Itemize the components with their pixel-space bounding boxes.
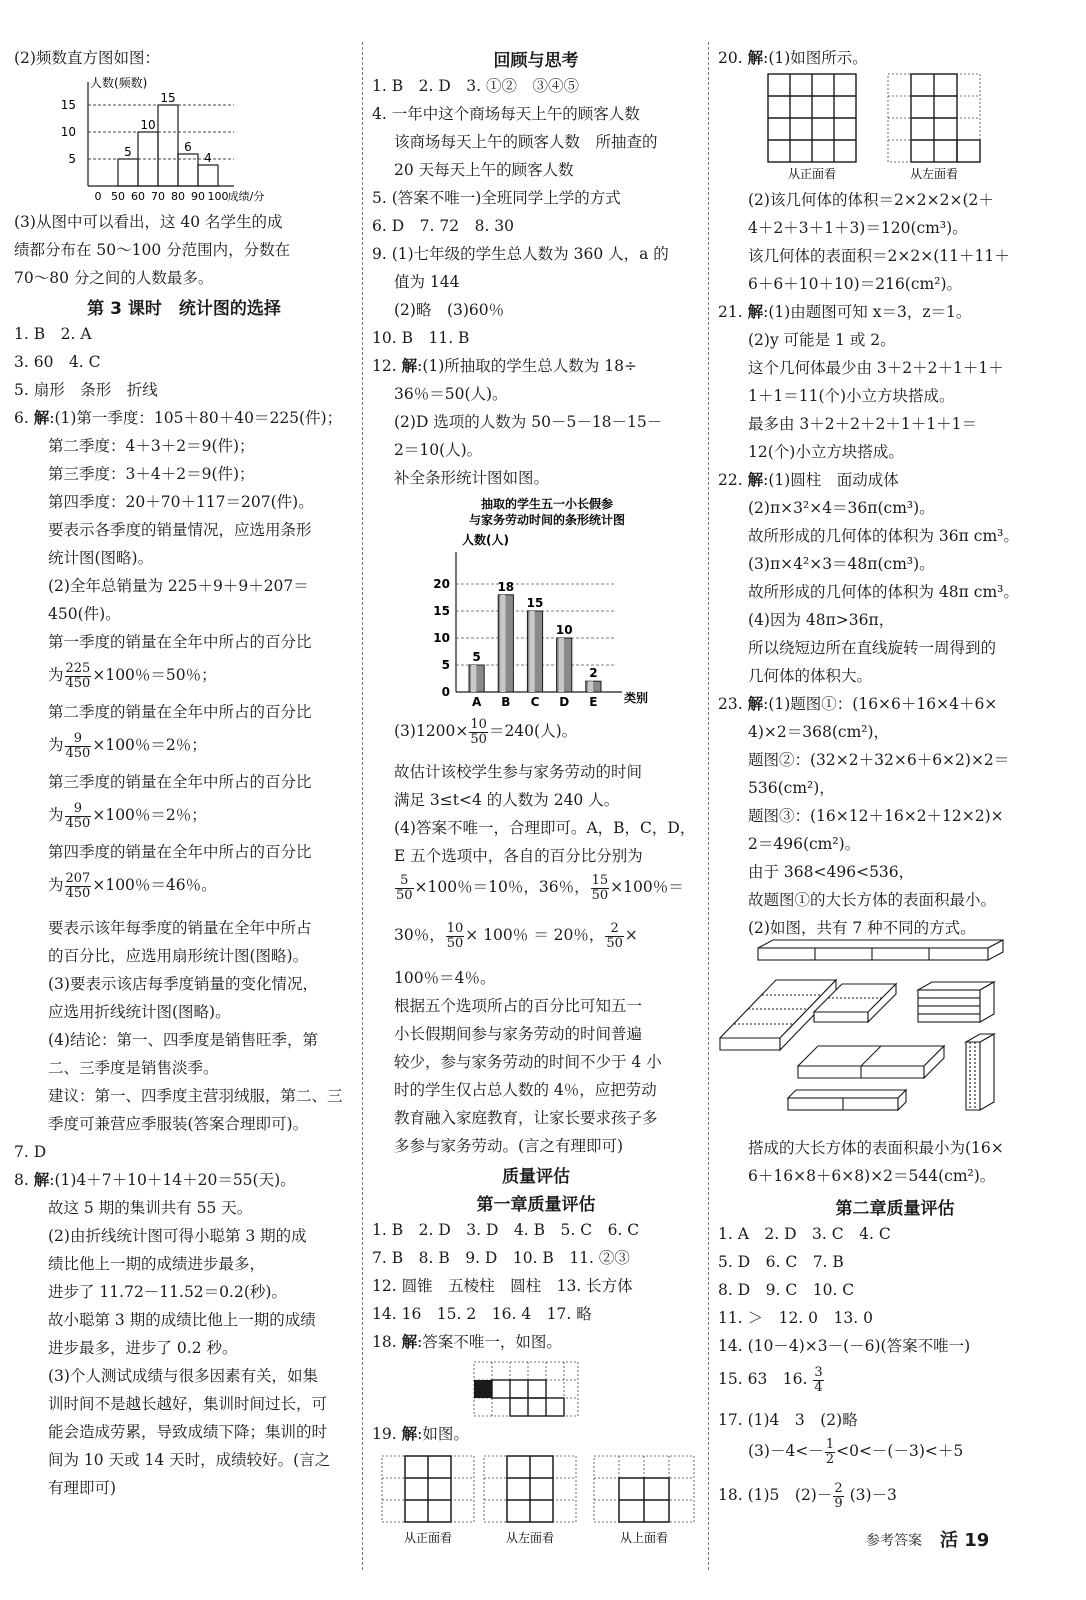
text-line: 9. (1)七年级的学生总人数为 360 人，a 的 bbox=[372, 245, 669, 263]
text-segment: ×100％＝2％； bbox=[92, 806, 207, 824]
fraction bbox=[65, 662, 92, 691]
fraction bbox=[469, 718, 488, 747]
page-number: 活 19 bbox=[940, 1530, 990, 1551]
solution-label: 解 bbox=[33, 409, 50, 427]
text-segment: × bbox=[624, 926, 638, 944]
grid-figure-18 bbox=[472, 1360, 582, 1420]
question-number: 6. bbox=[14, 409, 29, 427]
text-line: 有理即可) bbox=[48, 1479, 117, 1497]
text-line: 70～80 分之间的人数最多。 bbox=[14, 269, 214, 287]
numerator: 10 bbox=[446, 920, 464, 936]
text-line: 进步最多，进步了 0.2 秒。 bbox=[48, 1339, 238, 1357]
denominator: 50 bbox=[396, 887, 413, 903]
text-line: 6＋16×8＋6×8)×2＝544(cm²)。 bbox=[748, 1167, 996, 1185]
text-line bbox=[372, 1332, 562, 1352]
text-segment: ×100％＝2％； bbox=[92, 736, 207, 754]
fraction-line bbox=[394, 714, 577, 748]
hist-ylabel: 人数(频数) bbox=[90, 76, 148, 90]
text-segment: :(1)第一季度：105＋80＋40＝225(件)； bbox=[49, 409, 343, 427]
denominator: 450 bbox=[65, 885, 91, 901]
text-line: 1. A 2. D 3. C 4. C bbox=[718, 1225, 891, 1243]
text-line: 要表示各季度的销量情况，应选用条形 bbox=[48, 521, 312, 539]
chart-xtick-label: E bbox=[589, 695, 598, 706]
question-number: 21. bbox=[718, 303, 743, 321]
text-line: 统计图(图略)。 bbox=[48, 549, 154, 567]
hist-xlabel: 成绩/分 bbox=[227, 190, 265, 203]
text-segment: :(1)4＋7＋10＋14＋20＝55(天)。 bbox=[49, 1171, 296, 1189]
text-line: 20 天每天上午的顾客人数 bbox=[394, 161, 574, 179]
column-separator-1 bbox=[362, 42, 363, 1570]
text-line: 该商场每天上午的顾客人数 所抽查的 bbox=[394, 133, 658, 151]
three-views-figure-19 bbox=[380, 1454, 698, 1550]
chart-xtick-label: B bbox=[501, 695, 511, 706]
text-line: (4)结论：第一、四季度是销售旺季，第 bbox=[48, 1031, 318, 1049]
fraction-line bbox=[748, 1434, 963, 1468]
numerator: 2 bbox=[605, 922, 624, 937]
text-segment: :(1)题图①：(16×6＋16×4＋6× bbox=[763, 695, 998, 713]
text-line: 第三季度：3＋4＋2＝9(件)； bbox=[48, 465, 255, 483]
numerator: 9 bbox=[65, 732, 92, 747]
text-line: 11. ＞ 12. 0 13. 0 bbox=[718, 1309, 873, 1327]
chart-title-line-2: 与家务劳动时间的条形统计图 bbox=[468, 513, 626, 527]
fraction-line bbox=[394, 870, 684, 904]
chart-xtick-label: D bbox=[559, 695, 570, 706]
text-line: (2)全年总销量为 225＋9＋9＋207＝ bbox=[48, 577, 309, 595]
text-line bbox=[372, 1424, 469, 1444]
views-figure-20 bbox=[758, 72, 988, 184]
text-segment: :如图。 bbox=[417, 1425, 469, 1443]
question-number: 22. bbox=[718, 471, 743, 489]
hist-xtick: 90 bbox=[191, 190, 205, 203]
text-line: 14. 16 15. 2 16. 4 17. 略 bbox=[372, 1305, 592, 1323]
hist-bar-label: 6 bbox=[184, 140, 192, 154]
chart-ytick-label: 0 bbox=[441, 685, 450, 699]
text-line: (2)由折线统计图可得小聪第 3 期的成 bbox=[48, 1227, 307, 1245]
text-line: 这个几何体最少由 3＋2＋2＋1＋1＋ bbox=[748, 359, 1004, 377]
question-number: 23. bbox=[718, 695, 743, 713]
section-heading: 第 3 课时 统计图的选择 bbox=[87, 299, 281, 319]
text-line: 教育融入家庭教育，让家长要求孩子多 bbox=[394, 1109, 658, 1127]
text-line: (3)从图中可以看出，这 40 名学生的成 bbox=[14, 213, 283, 231]
section-heading: 回顾与思考 bbox=[493, 51, 579, 71]
text-line: 几何体的体积大。 bbox=[748, 667, 873, 685]
solution-label: 解 bbox=[401, 1333, 418, 1351]
text-line: 补全条形统计图如图。 bbox=[394, 469, 550, 487]
solution-label: 解 bbox=[401, 1425, 418, 1443]
fraction bbox=[65, 732, 92, 761]
question-number: 8. bbox=[14, 1171, 29, 1189]
text-line: 6. D 7. 72 8. 30 bbox=[372, 217, 515, 235]
text-line: 多参与家务劳动。(言之有理即可) bbox=[394, 1137, 624, 1155]
view-label-top: 从上面看 bbox=[619, 1531, 669, 1545]
fraction-line bbox=[48, 868, 217, 902]
text-line: (3)π×4²×3＝48π(cm³)。 bbox=[748, 555, 935, 573]
text-line: 要表示该年每季度的销量在全年中所占 bbox=[48, 919, 312, 937]
text-line: 第二季度的销量在全年中所占的百分比 bbox=[48, 703, 312, 721]
text-line: 1. B 2. A bbox=[14, 325, 92, 343]
text-line bbox=[14, 408, 342, 428]
solution-label: 解 bbox=[747, 695, 764, 713]
text-line: 5. 扇形 条形 折线 bbox=[14, 381, 158, 399]
text-segment: 为 bbox=[48, 876, 64, 894]
denominator: 450 bbox=[65, 815, 91, 831]
denominator: 4 bbox=[814, 1379, 823, 1395]
text-line: (3)要表示该店每季度销量的变化情况， bbox=[48, 975, 318, 993]
text-line: 第一季度的销量在全年中所占的百分比 bbox=[48, 633, 312, 651]
fraction-line bbox=[48, 728, 207, 762]
text-line: 由于 368<496<536， bbox=[748, 863, 915, 881]
text-segment: <0<－(－3)<＋5 bbox=[836, 1442, 964, 1460]
text-line: 题图②：(32×2＋32×6＋6×2)×2＝ bbox=[748, 751, 1010, 769]
text-segment: 为 bbox=[48, 806, 64, 824]
numerator: 15 bbox=[591, 872, 609, 888]
hist-bar-label: 5 bbox=[124, 145, 132, 159]
fraction bbox=[833, 1482, 843, 1511]
text-line: (4)因为 48π>36π， bbox=[748, 611, 895, 629]
text-line: 2＝10(人)。 bbox=[394, 441, 483, 459]
denominator: 50 bbox=[446, 935, 464, 951]
text-line bbox=[14, 1170, 296, 1190]
text-segment: 为 bbox=[48, 666, 64, 684]
fraction bbox=[395, 874, 414, 903]
solution-label: 解 bbox=[33, 1171, 50, 1189]
text-line: 1. B 2. D 3. D 4. B 5. C 6. C bbox=[372, 1221, 640, 1239]
hist-ytick: 5 bbox=[68, 152, 76, 166]
question-number: 18. bbox=[372, 1333, 397, 1351]
hist-xtick: 50 bbox=[111, 190, 125, 203]
text-line: 8. D 9. C 10. C bbox=[718, 1281, 855, 1299]
text-line: 二、三季度是销售淡季。 bbox=[48, 1059, 219, 1077]
text-line: 1＋1＝11(个)小立方块搭成。 bbox=[748, 387, 955, 405]
text-line: 值为 144 bbox=[394, 273, 460, 291]
text-line: E 五个选项中，各自的百分比分别为 bbox=[394, 847, 643, 865]
text-segment: :(1)所抽取的学生总人数为 18÷ bbox=[417, 357, 637, 375]
text-line: 小长假期间参与家务劳动的时间普遍 bbox=[394, 1025, 643, 1043]
text-line: 100％＝4％。 bbox=[394, 969, 496, 987]
bar-chart bbox=[412, 496, 682, 706]
chart-data-label: 15 bbox=[526, 596, 544, 610]
text-line: 12. 圆锥 五棱柱 圆柱 13. 长方体 bbox=[372, 1277, 633, 1295]
hist-xtick: 0 bbox=[94, 190, 102, 203]
solution-label: 解 bbox=[401, 357, 418, 375]
text-line: 2＝496(cm²)。 bbox=[748, 835, 861, 853]
text-line: 训时间不是越长越好，集训时间过长，可 bbox=[48, 1395, 328, 1413]
column-2 bbox=[372, 40, 700, 1580]
hist-bar-label: 4 bbox=[204, 151, 212, 165]
section-heading: 第二章质量评估 bbox=[835, 1199, 955, 1219]
text-line: (2)略 (3)60％ bbox=[394, 301, 505, 319]
text-line: (3)个人测试成绩与很多因素有关，如集 bbox=[48, 1367, 318, 1385]
text-line: 能会造成劳累，导致成绩下降；集训的时 bbox=[48, 1423, 328, 1441]
hist-xtick: 100 bbox=[207, 190, 229, 203]
numerator: 225 bbox=[65, 660, 91, 676]
question-number: 20. bbox=[718, 49, 743, 67]
text-segment: ×100％＝ bbox=[610, 878, 684, 896]
text-segment: 30％， bbox=[394, 926, 445, 944]
chart-bar-highlight bbox=[529, 611, 534, 692]
denominator: 450 bbox=[65, 675, 91, 691]
hist-ytick: 10 bbox=[60, 125, 76, 139]
view-label-left: 从左面看 bbox=[909, 167, 959, 181]
text-segment: :(1)由题图可知 x＝3，z＝1。 bbox=[763, 303, 972, 321]
view-label-left: 从左面看 bbox=[505, 1531, 555, 1545]
text-line: 题图③：(16×12＋16×2＋12×2)× bbox=[748, 807, 1004, 825]
fraction-line bbox=[718, 1362, 825, 1396]
column-3 bbox=[718, 40, 1072, 1580]
text-line bbox=[718, 694, 997, 714]
text-line: (2)π×3²×4＝36π(cm³)。 bbox=[748, 499, 935, 517]
chart-ytick-label: 5 bbox=[441, 658, 450, 672]
text-line: 所以绕短边所在直线旋转一周得到的 bbox=[748, 639, 997, 657]
denominator: 2 bbox=[825, 1451, 835, 1467]
chart-data-label: 10 bbox=[555, 623, 573, 637]
text-line: 间为 10 天或 14 天时，成绩较好。(言之 bbox=[48, 1451, 331, 1469]
numerator: 5 bbox=[395, 874, 414, 889]
chart-ytick-label: 15 bbox=[433, 604, 450, 618]
fraction bbox=[813, 1366, 823, 1395]
text-line bbox=[718, 302, 971, 322]
text-line: 12(个)小立方块搭成。 bbox=[748, 443, 904, 461]
text-line: 36％＝50(人)。 bbox=[394, 385, 508, 403]
chart-xtick-label: A bbox=[471, 695, 482, 706]
solution-label: 解 bbox=[747, 49, 764, 67]
column-1 bbox=[14, 40, 354, 1580]
text-line: 建议：第一、四季度主营羽绒服，第二、三 bbox=[48, 1087, 343, 1105]
text-line: 应选用折线统计图(图略)。 bbox=[48, 1003, 231, 1021]
text-line: 第三季度的销量在全年中所占的百分比 bbox=[48, 773, 312, 791]
text-line: 第四季度的销量在全年中所占的百分比 bbox=[48, 843, 312, 861]
fraction bbox=[591, 874, 610, 903]
denominator: 50 bbox=[606, 935, 623, 951]
text-line: 7. D bbox=[14, 1143, 47, 1161]
chart-title-line-1: 抽取的学生五一小长假参 bbox=[480, 497, 614, 511]
text-line: 第四季度：20＋70＋117＝207(件)。 bbox=[48, 493, 314, 511]
section-heading: 质量评估 bbox=[502, 1167, 570, 1187]
view-label-front: 从正面看 bbox=[403, 1531, 453, 1545]
hist-xtick: 60 bbox=[131, 190, 145, 203]
text-line: 绩比他上一期的成绩进步最多， bbox=[48, 1255, 266, 1273]
text-line bbox=[718, 48, 868, 68]
text-line: 7. B 8. B 9. D 10. B 11. ②③ bbox=[372, 1249, 630, 1267]
solution-label: 解 bbox=[747, 471, 764, 489]
text-line: 1. B 2. D 3. ①② ③④⑤ bbox=[372, 77, 579, 95]
hist-bar-label: 15 bbox=[160, 91, 176, 105]
solution-label: 解 bbox=[747, 303, 764, 321]
fraction bbox=[605, 922, 624, 951]
question-number: 19. bbox=[372, 1425, 397, 1443]
text-line: (2)频数直方图如图： bbox=[14, 49, 160, 67]
text-line: 5. (答案不唯一)全班同学上学的方式 bbox=[372, 189, 621, 207]
text-line: 6＋6＋10＋10)＝216(cm²)。 bbox=[748, 275, 962, 293]
chart-xtick-label: C bbox=[530, 695, 540, 706]
fraction bbox=[446, 922, 465, 951]
text-line: 故所形成的几何体的体积为 36π cm³。 bbox=[748, 527, 1019, 545]
text-line: 536(cm²)， bbox=[748, 779, 835, 797]
text-segment: 15. 63 16. bbox=[718, 1370, 808, 1388]
text-segment: ＝240(人)。 bbox=[488, 722, 578, 740]
hist-ytick: 15 bbox=[60, 98, 76, 112]
chart-ytick-label: 20 bbox=[433, 577, 450, 591]
chart-ylabel: 人数(人) bbox=[462, 533, 509, 547]
text-line: 搭成的大长方体的表面积最小为(16× bbox=[748, 1139, 1004, 1157]
text-line: (2)y 可能是 1 或 2。 bbox=[748, 331, 896, 349]
view-label-front: 从正面看 bbox=[787, 167, 837, 181]
text-line: (2)该几何体的体积＝2×2×2×(2＋ bbox=[748, 191, 994, 209]
text-segment: × 100％ ＝ 20％， bbox=[465, 926, 605, 944]
text-line: 4＋2＋3＋1＋3)＝120(cm³)。 bbox=[748, 219, 968, 237]
text-segment: :(1)如图所示。 bbox=[763, 49, 868, 67]
cuboid-arrangements-figure bbox=[718, 938, 1068, 1118]
footer-label: 参考答案 bbox=[866, 1533, 922, 1549]
text-line: 4)×2＝368(cm²)， bbox=[748, 723, 890, 741]
text-line: 10. B 11. B bbox=[372, 329, 470, 347]
text-line: 的百分比，应选用扇形统计图(图略)。 bbox=[48, 947, 309, 965]
denominator: 50 bbox=[470, 731, 487, 747]
denominator: 50 bbox=[591, 887, 609, 903]
fraction-line bbox=[48, 658, 217, 692]
frequency-histogram bbox=[54, 74, 314, 204]
hist-xtick: 80 bbox=[171, 190, 185, 203]
fraction-line bbox=[394, 918, 638, 952]
text-line: 故估计该校学生参与家务劳动的时间 bbox=[394, 763, 643, 781]
fraction-line bbox=[718, 1478, 897, 1512]
text-line: 时的学生仅占总人数的 4％，应把劳动 bbox=[394, 1081, 657, 1099]
text-segment: :答案不唯一，如图。 bbox=[417, 1333, 562, 1351]
fraction bbox=[65, 872, 92, 901]
hist-bar-label: 10 bbox=[140, 118, 156, 132]
hist-bar bbox=[198, 165, 218, 186]
section-heading: 第一章质量评估 bbox=[476, 1195, 596, 1215]
text-line bbox=[372, 356, 637, 376]
denominator: 9 bbox=[834, 1495, 843, 1511]
text-line: 5. D 6. C 7. B bbox=[718, 1253, 844, 1271]
chart-bar-highlight bbox=[500, 595, 505, 692]
chart-ytick-label: 10 bbox=[433, 631, 450, 645]
numerator: 9 bbox=[65, 802, 92, 817]
text-line: 故所形成的几何体的体积为 48π cm³。 bbox=[748, 583, 1019, 601]
text-segment: ×100％＝46％。 bbox=[92, 876, 217, 894]
text-line: 根据五个选项所占的百分比可知五一 bbox=[394, 997, 643, 1015]
text-line: 较少，参与家务劳动的时间不少于 4 小 bbox=[394, 1053, 662, 1071]
hist-bar bbox=[118, 159, 138, 186]
fraction-line bbox=[48, 798, 207, 832]
chart-bar-highlight bbox=[471, 665, 476, 692]
text-line: 14. (10－4)×3－(－6)(答案不唯一) bbox=[718, 1337, 971, 1355]
text-segment: :(1)圆柱 面动成体 bbox=[763, 471, 899, 489]
text-segment: 18. (1)5 (2)－ bbox=[718, 1486, 833, 1504]
text-line bbox=[718, 470, 899, 490]
chart-bar-highlight bbox=[559, 638, 564, 692]
chart-bar-highlight bbox=[588, 681, 593, 692]
text-segment: 为 bbox=[48, 736, 64, 754]
text-segment: (3)1200× bbox=[394, 722, 469, 740]
text-line: 第二季度：4＋3＋2＝9(件)； bbox=[48, 437, 255, 455]
text-segment: (3)－3 bbox=[849, 1486, 897, 1504]
text-line: 最多由 3＋2＋2＋2＋1＋1＋1＝ bbox=[748, 415, 977, 433]
text-segment: (3)－4<－ bbox=[748, 1442, 824, 1460]
column-separator-2 bbox=[708, 42, 709, 1570]
text-line: 季度可兼营应季服装(答案合理即可)。 bbox=[48, 1115, 309, 1133]
hist-xtick: 70 bbox=[151, 190, 165, 203]
text-line: 4. 一年中这个商场每天上午的顾客人数 bbox=[372, 105, 640, 123]
text-line: 故小聪第 3 期的成绩比他上一期的成绩 bbox=[48, 1311, 316, 1329]
text-line: (2)如图，共有 7 种不同的方式。 bbox=[748, 919, 976, 937]
denominator: 450 bbox=[65, 745, 91, 761]
text-line: 故题图①的大长方体的表面积最小。 bbox=[748, 891, 997, 909]
chart-data-label: 18 bbox=[497, 579, 515, 594]
numerator: 207 bbox=[65, 870, 91, 886]
text-line: 3. 60 4. C bbox=[14, 353, 101, 371]
text-line: 满足 3≤t<4 的人数为 240 人。 bbox=[394, 791, 620, 809]
chart-xlabel: 类别 bbox=[624, 691, 649, 705]
text-segment: ×100％＝10％，36％， bbox=[414, 878, 590, 896]
numerator: 10 bbox=[470, 716, 487, 732]
hist-bar bbox=[158, 105, 178, 186]
text-segment: ×100％＝50％； bbox=[92, 666, 217, 684]
numerator: 2 bbox=[834, 1480, 843, 1496]
chart-data-label: 5 bbox=[472, 650, 481, 664]
text-line: (2)D 选项的人数为 50－5－18－15－ bbox=[394, 413, 663, 431]
text-line: 绩都分布在 50～100 分范围内，分数在 bbox=[14, 241, 291, 259]
numerator: 3 bbox=[814, 1364, 823, 1380]
fraction bbox=[65, 802, 92, 831]
question-number: 12. bbox=[372, 357, 397, 375]
fraction bbox=[825, 1438, 835, 1467]
text-line: 17. (1)4 3 (2)略 bbox=[718, 1411, 858, 1429]
text-line: (4)答案不唯一，合理即可。A，B，C，D， bbox=[394, 819, 696, 837]
numerator: 1 bbox=[825, 1436, 835, 1452]
text-line: 该几何体的表面积＝2×2×(11＋11＋ bbox=[748, 247, 1010, 265]
text-line: 450(件)。 bbox=[48, 605, 121, 623]
chart-data-label: 2 bbox=[589, 666, 598, 681]
text-line: 进步了 11.72－11.52＝0.2(秒)。 bbox=[48, 1283, 287, 1301]
text-line: 故这 5 期的集训共有 55 天。 bbox=[48, 1199, 253, 1217]
